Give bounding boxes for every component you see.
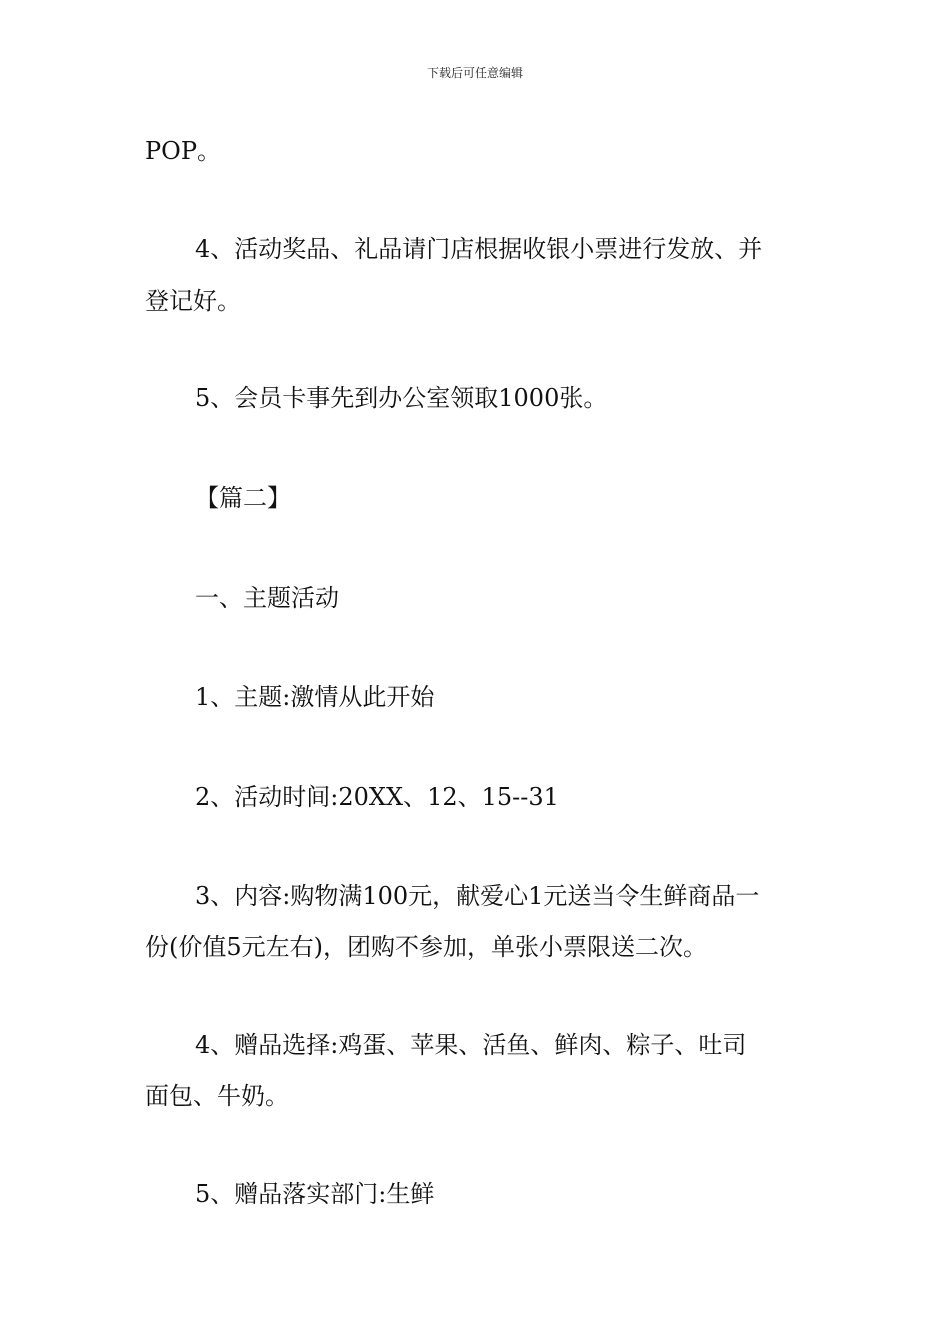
text-line-item5-member-card: 5、会员卡事先到办公室领取1000张。 (195, 384, 608, 412)
page-header: 下载后可任意编辑 (426, 66, 523, 80)
heading-theme-activity: 一、主题活动 (195, 584, 339, 612)
text-line-content-continued: 份(价值5元左右)，团购不参加，单张小票限送二次。 (145, 933, 707, 961)
text-line-theme: 1、主题:激情从此开始 (195, 683, 435, 711)
text-line-item4-prizes: 4、活动奖品、礼品请门店根据收银小票进行发放、并 (195, 235, 763, 263)
text-line-gift-selection: 4、赠品选择:鸡蛋、苹果、活鱼、鲜肉、粽子、吐司 (195, 1031, 747, 1059)
text-line-pop: POP。 (145, 137, 221, 165)
section-heading-part2: 【篇二】 (195, 484, 291, 512)
text-line-activity-time: 2、活动时间:20XX、12、15--31 (195, 783, 559, 811)
text-line-gift-department: 5、赠品落实部门:生鲜 (195, 1180, 435, 1208)
text-line-item4-continued: 登记好。 (145, 287, 241, 315)
text-line-content: 3、内容:购物满100元，献爱心1元送当令生鲜商品一 (195, 882, 760, 910)
text-line-gift-selection-continued: 面包、牛奶。 (145, 1082, 289, 1110)
